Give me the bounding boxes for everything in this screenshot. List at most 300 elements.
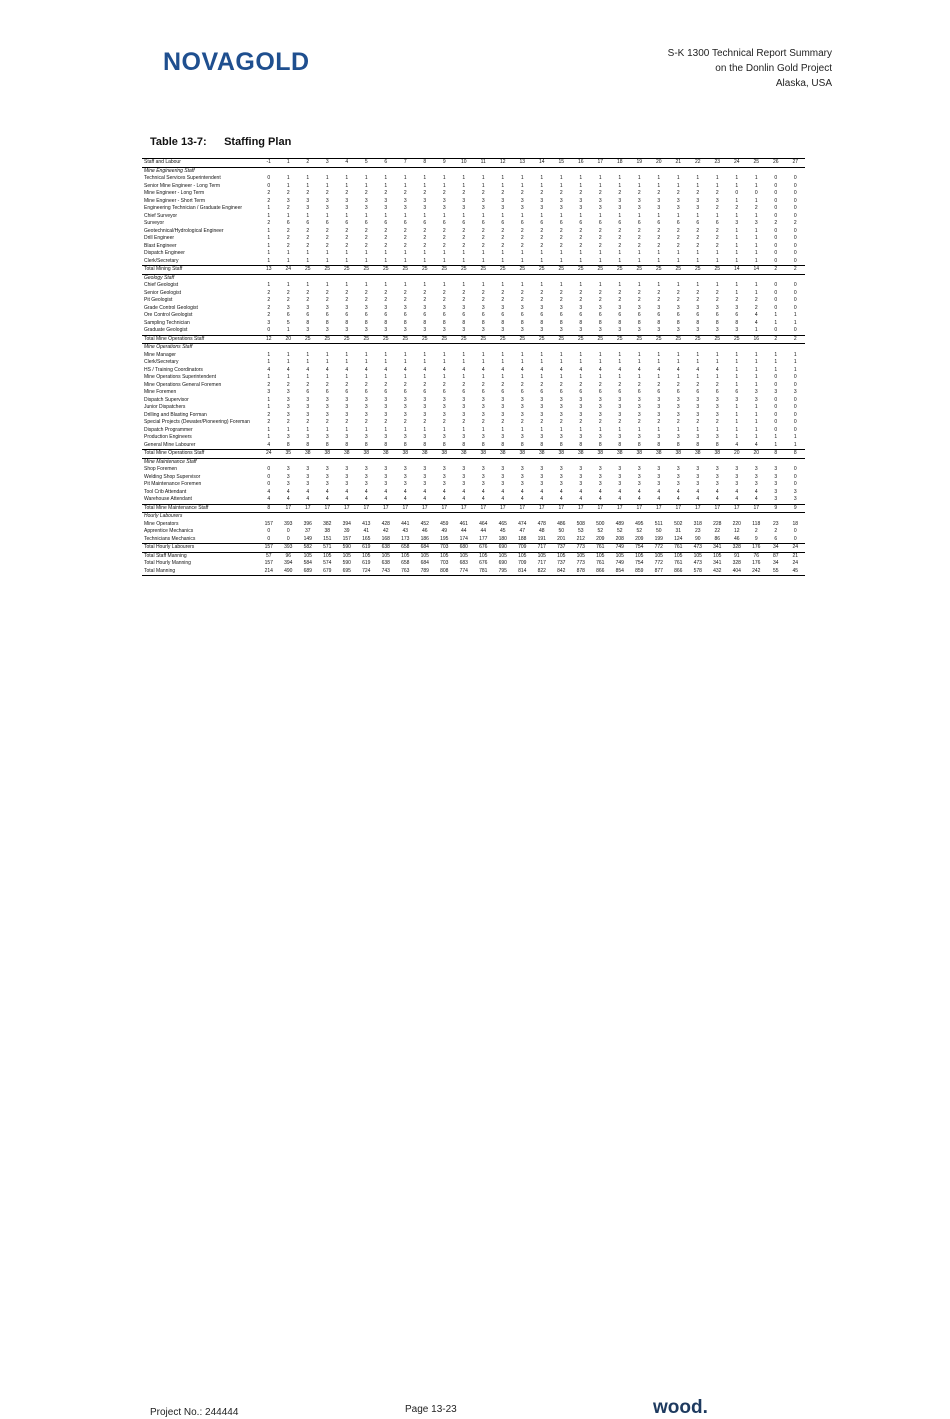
table-cell: 2 [442, 381, 446, 388]
table-cell: 3 [598, 396, 602, 403]
table-cell: 2 [559, 419, 563, 425]
table-cell: 3 [520, 197, 524, 204]
table-cell: 2 [559, 289, 563, 296]
table-cell: 1 [540, 212, 544, 219]
table-cell: 490 [279, 568, 299, 576]
table-cell: 4 [735, 488, 739, 495]
table-cell: 2 [598, 419, 602, 425]
table-cell: 2 [481, 242, 485, 249]
table-cell: 393 [279, 544, 299, 553]
table-row [142, 312, 805, 320]
table-cell: 3 [325, 205, 329, 211]
table-cell: 1 [754, 282, 758, 288]
table-cell: 3 [267, 319, 271, 326]
table-cell: 3 [481, 197, 485, 204]
report-title-line-1: S-K 1300 Technical Report Summary [667, 48, 832, 59]
table-cell: 3 [735, 466, 739, 472]
table-cell: 2 [637, 242, 641, 249]
table-cell: 1 [754, 242, 758, 249]
table-cell: 1 [715, 212, 719, 219]
table-cell: 749 [615, 560, 624, 566]
table-cell: 38 [649, 450, 669, 459]
table-cell: 4 [735, 441, 739, 448]
table-cell: 772 [654, 560, 663, 566]
table-cell: 25 [396, 266, 416, 275]
table-cell: 46 [733, 535, 740, 542]
table-cell: 2 [364, 381, 368, 388]
table-cell: 1 [501, 257, 505, 264]
table-cell: 2 [306, 289, 310, 296]
table-cell: 3 [696, 327, 700, 333]
table-cell: 2 [403, 242, 407, 249]
table-cell: 6 [403, 220, 407, 226]
table-cell: 8 [364, 441, 368, 448]
row-label: Total Mine Maintenance Staff [142, 504, 259, 513]
table-cell: 48 [538, 528, 545, 534]
table-cell: 0 [793, 175, 797, 181]
table-row [142, 382, 805, 390]
table-cell: 2 [306, 242, 310, 249]
table-cell: 2 [267, 304, 271, 311]
total-row [142, 544, 805, 553]
table-cell: 8 [657, 441, 661, 448]
table-cell: 12 [259, 335, 279, 344]
table-cell: 208 [615, 535, 624, 542]
table-cell: 96 [285, 552, 292, 559]
table-cell: 3 [657, 434, 661, 440]
table-cell: 8 [618, 319, 622, 326]
table-cell: 1 [774, 434, 778, 440]
table-cell: 25 [552, 266, 572, 275]
table-cell: 105 [459, 552, 468, 559]
table-row [142, 297, 805, 305]
table-cell: 2 [462, 381, 466, 388]
table-cell: 1 [384, 182, 388, 189]
table-cell: 25 [669, 266, 689, 275]
table-cell: 16 [747, 335, 767, 344]
table-cell: 38 [591, 450, 611, 459]
table-cell: 3 [598, 404, 602, 410]
table-cell: 1 [754, 197, 758, 204]
row-label: Mine Operations General Foremen [144, 381, 222, 388]
table-cell: 2 [520, 190, 524, 196]
table-cell: 1 [754, 235, 758, 241]
column-header-year: 16 [571, 159, 591, 168]
row-label: Grade Control Geologist [144, 304, 198, 311]
table-cell: 1 [306, 282, 310, 288]
table-cell: 3 [384, 466, 388, 472]
table-cell: 3 [637, 327, 641, 333]
row-label: Drill Engineer [144, 235, 175, 241]
table-cell: 2 [579, 227, 583, 234]
table-cell: 151 [323, 535, 332, 542]
table-cell: 0 [793, 257, 797, 264]
table-cell: 1 [501, 359, 505, 365]
table-cell: 1 [423, 175, 427, 181]
table-cell: 396 [303, 520, 312, 527]
table-cell: 3 [325, 197, 329, 204]
table-cell: 4 [754, 312, 758, 318]
table-cell: 1 [403, 250, 407, 256]
table-cell: 1 [754, 351, 758, 358]
table-cell: 2 [540, 419, 544, 425]
table-cell: 6 [520, 312, 524, 318]
table-cell: 3 [618, 466, 622, 472]
table-cell: 465 [498, 520, 507, 527]
table-cell: 3 [676, 434, 680, 440]
table-cell: 1 [598, 351, 602, 358]
table-cell: 1 [598, 257, 602, 264]
table-cell: 0 [793, 481, 797, 487]
table-cell: 2 [715, 419, 719, 425]
row-label: Junior Dispatchers [144, 404, 186, 410]
table-cell: 2 [501, 419, 505, 425]
table-cell: 1 [696, 212, 700, 219]
table-cell: 3 [559, 197, 563, 204]
table-cell: 3 [637, 411, 641, 418]
table-cell: 3 [286, 389, 290, 395]
table-cell: 3 [540, 396, 544, 403]
table-cell: 2 [481, 381, 485, 388]
table-cell: 0 [267, 473, 271, 480]
table-row [142, 305, 805, 313]
row-label: Drilling and Blasting Forman [144, 411, 207, 418]
table-cell: 25 [532, 335, 552, 344]
table-cell: 4 [325, 488, 329, 495]
table-cell: 1 [462, 182, 466, 189]
table-cell: 0 [774, 289, 778, 296]
table-cell: 8 [403, 319, 407, 326]
table-cell: 1 [735, 212, 739, 219]
table-cell: 2 [384, 289, 388, 296]
table-cell: 4 [715, 366, 719, 373]
table-cell: 749 [610, 544, 630, 553]
table-cell: 393 [284, 520, 293, 527]
table-cell: 1 [403, 212, 407, 219]
column-header-year: 6 [376, 159, 396, 168]
table-cell: 3 [520, 411, 524, 418]
table-cell: 1 [735, 235, 739, 241]
row-label: Technical Services Superintendent [144, 175, 221, 181]
table-cell: 25 [318, 335, 338, 344]
table-cell: 3 [345, 481, 349, 487]
table-cell: 684 [415, 544, 435, 553]
table-cell: 3 [540, 411, 544, 418]
table-cell: 86 [714, 535, 721, 542]
table-cell: 3 [657, 473, 661, 480]
table-cell: 6 [657, 220, 661, 226]
table-cell: 4 [403, 488, 407, 495]
table-cell: 2 [306, 381, 310, 388]
table-cell: 25 [415, 335, 435, 344]
table-cell: 3 [754, 473, 758, 480]
table-cell: 1 [540, 175, 544, 181]
table-cell: 3 [598, 205, 602, 211]
table-cell: 3 [618, 197, 622, 204]
table-cell: 24 [259, 450, 279, 459]
table-cell: 2 [754, 297, 758, 303]
table-cell: 4 [520, 488, 524, 495]
table-row [142, 320, 805, 328]
table-cell: 0 [793, 197, 797, 204]
table-cell: 17 [532, 504, 552, 513]
table-cell: 0 [793, 297, 797, 303]
table-cell: 877 [649, 568, 669, 576]
table-cell: 1 [364, 257, 368, 264]
table-cell: 1 [325, 282, 329, 288]
table-cell: 1 [345, 282, 349, 288]
table-cell: 0 [793, 289, 797, 296]
column-header-label: Staff and Labour [142, 159, 259, 168]
table-cell: 4 [696, 488, 700, 495]
table-cell: 1 [306, 359, 310, 365]
table-cell: 3 [423, 304, 427, 311]
table-cell: 3 [384, 304, 388, 311]
table-cell: 1 [462, 426, 466, 433]
table-cell: 3 [306, 197, 310, 204]
table-cell: 1 [384, 282, 388, 288]
table-cell: 2 [657, 235, 661, 241]
table-cell: 452 [420, 520, 429, 527]
table-row [142, 560, 805, 568]
table-cell: 1 [384, 250, 388, 256]
table-cell: 6 [364, 220, 368, 226]
table-cell: 1 [735, 257, 739, 264]
novagold-logo: NOVAGOLD [163, 48, 310, 76]
table-cell: 3 [501, 466, 505, 472]
table-cell: 3 [735, 327, 739, 333]
table-cell: 3 [735, 473, 739, 480]
table-cell: 709 [518, 560, 527, 566]
row-label: Sampling Technician [144, 319, 190, 326]
table-cell: 6 [657, 389, 661, 395]
section-header-row [142, 274, 805, 282]
table-cell: 0 [793, 411, 797, 418]
table-cell: 1 [364, 374, 368, 380]
total-row [142, 504, 805, 513]
table-cell: 25 [357, 266, 377, 275]
table-cell: 4 [676, 488, 680, 495]
table-cell: 1 [598, 282, 602, 288]
table-cell: 1 [676, 374, 680, 380]
table-cell: 679 [318, 568, 338, 576]
table-cell: 508 [576, 520, 585, 527]
table-cell: 201 [557, 535, 566, 542]
table-cell: 6 [501, 389, 505, 395]
table-cell: 1 [540, 426, 544, 433]
table-cell: 2 [462, 190, 466, 196]
table-cell: 394 [342, 520, 351, 527]
table-cell: 1 [442, 374, 446, 380]
table-cell: 2 [403, 190, 407, 196]
table-cell: 4 [715, 488, 719, 495]
table-cell: 1 [520, 351, 524, 358]
table-cell: 8 [384, 319, 388, 326]
table-cell: 4 [579, 496, 583, 502]
table-cell: 4 [637, 366, 641, 373]
table-row [142, 481, 805, 489]
table-cell: 2 [423, 381, 427, 388]
table-cell: 1 [462, 212, 466, 219]
table-cell: 0 [774, 297, 778, 303]
table-cell: 8 [676, 441, 680, 448]
total-row [142, 266, 805, 275]
table-cell: 1 [793, 434, 797, 440]
table-cell: 174 [459, 535, 468, 542]
table-cell: 859 [630, 568, 650, 576]
table-cell: 2 [735, 205, 739, 211]
table-cell: 2 [637, 227, 641, 234]
table-cell: 4 [540, 366, 544, 373]
table-cell: 157 [259, 544, 279, 553]
column-header-year: 2 [298, 159, 318, 168]
table-cell: 6 [598, 312, 602, 318]
table-cell: 3 [540, 466, 544, 472]
table-cell: 3 [754, 481, 758, 487]
table-cell: 2 [325, 297, 329, 303]
table-cell: 842 [552, 568, 572, 576]
table-cell: 2 [403, 419, 407, 425]
table-cell: 2 [286, 190, 290, 196]
table-cell: 2 [637, 235, 641, 241]
table-cell: 1 [676, 282, 680, 288]
table-cell: 0 [774, 396, 778, 403]
table-cell: 50 [558, 528, 565, 534]
table-cell: 6 [715, 220, 719, 226]
table-cell: 21 [792, 552, 799, 559]
table-cell: 1 [423, 250, 427, 256]
table-cell: 3 [481, 205, 485, 211]
table-cell: 3 [267, 389, 271, 395]
table-cell: 3 [715, 473, 719, 480]
table-cell: 38 [454, 450, 474, 459]
table-cell: 1 [637, 282, 641, 288]
table-cell: 1 [345, 374, 349, 380]
table-cell: 2 [481, 227, 485, 234]
table-cell: 2 [696, 190, 700, 196]
table-cell: 1 [696, 257, 700, 264]
table-cell: 6 [618, 389, 622, 395]
table-cell: 4 [325, 366, 329, 373]
column-header-year: 11 [474, 159, 494, 168]
table-cell: 6 [501, 312, 505, 318]
table-cell: 3 [579, 466, 583, 472]
table-cell: 0 [774, 419, 778, 425]
table-row [142, 282, 805, 290]
table-cell: 8 [559, 441, 563, 448]
table-cell: 3 [540, 434, 544, 440]
row-label: Pit Maintenance Foremen [144, 481, 202, 487]
table-cell: 3 [559, 411, 563, 418]
table-cell: 3 [676, 327, 680, 333]
table-cell: 0 [793, 396, 797, 403]
table-cell: 1 [267, 351, 271, 358]
table-cell: 1 [501, 426, 505, 433]
table-cell: 17 [708, 504, 728, 513]
table-cell: 8 [715, 319, 719, 326]
column-header-year: 27 [786, 159, 806, 168]
table-cell: 3 [793, 389, 797, 395]
table-cell: 3 [442, 434, 446, 440]
table-cell: 17 [688, 504, 708, 513]
table-cell: 2 [442, 190, 446, 196]
table-cell: 0 [793, 282, 797, 288]
table-cell: 2 [715, 242, 719, 249]
table-cell: 4 [286, 366, 290, 373]
table-row [142, 258, 805, 266]
table-cell: 4 [481, 488, 485, 495]
table-cell: 3 [579, 327, 583, 333]
table-cell: 3 [481, 466, 485, 472]
table-cell: 2 [696, 235, 700, 241]
table-cell: 2 [442, 297, 446, 303]
table-cell: 0 [793, 242, 797, 249]
table-cell: 2 [403, 227, 407, 234]
table-cell: 0 [793, 381, 797, 388]
table-cell: 8 [481, 441, 485, 448]
table-cell: 1 [267, 227, 271, 234]
table-cell: 1 [735, 419, 739, 425]
row-label: Geotechnical/Hydrological Engineer [144, 227, 224, 234]
table-cell: 3 [442, 197, 446, 204]
table-cell: 4 [384, 488, 388, 495]
table-cell: 0 [774, 327, 778, 333]
table-cell: 1 [462, 374, 466, 380]
table-cell: 2 [501, 190, 505, 196]
table-cell: 404 [727, 568, 747, 576]
table-cell: 3 [364, 396, 368, 403]
table-cell: 2 [715, 289, 719, 296]
table-cell: 6 [384, 312, 388, 318]
table-cell: 3 [579, 396, 583, 403]
table-cell: 1 [540, 250, 544, 256]
table-cell: 0 [793, 419, 797, 425]
table-cell: 2 [715, 297, 719, 303]
table-cell: 1 [520, 212, 524, 219]
row-label: Senior Mine Engineer - Long Term [144, 182, 221, 189]
table-cell: 1 [481, 282, 485, 288]
table-cell: 3 [540, 481, 544, 487]
table-row [142, 496, 805, 504]
table-cell: 2 [657, 419, 661, 425]
table-cell: 2 [364, 242, 368, 249]
table-cell: 38 [513, 450, 533, 459]
table-cell: 6 [364, 312, 368, 318]
table-cell: 6 [286, 220, 290, 226]
table-cell: 38 [337, 450, 357, 459]
table-cell: 0 [793, 404, 797, 410]
table-cell: 3 [384, 197, 388, 204]
table-cell: 4 [754, 488, 758, 495]
table-cell: 3 [696, 396, 700, 403]
table-cell: 8 [598, 441, 602, 448]
table-cell: 24 [279, 266, 299, 275]
table-cell: 3 [306, 404, 310, 410]
table-cell: 3 [540, 304, 544, 311]
row-label: Total Hourly Labourers [142, 544, 259, 553]
table-cell: 2 [598, 242, 602, 249]
table-cell: 1 [501, 282, 505, 288]
table-cell: 3 [618, 473, 622, 480]
table-cell: 1 [637, 374, 641, 380]
table-cell: 8 [559, 319, 563, 326]
table-cell: 2 [559, 381, 563, 388]
table-cell: 186 [420, 535, 429, 542]
table-cell: 717 [532, 544, 552, 553]
table-cell: 638 [376, 544, 396, 553]
table-cell: 3 [696, 197, 700, 204]
table-cell: 2 [384, 242, 388, 249]
